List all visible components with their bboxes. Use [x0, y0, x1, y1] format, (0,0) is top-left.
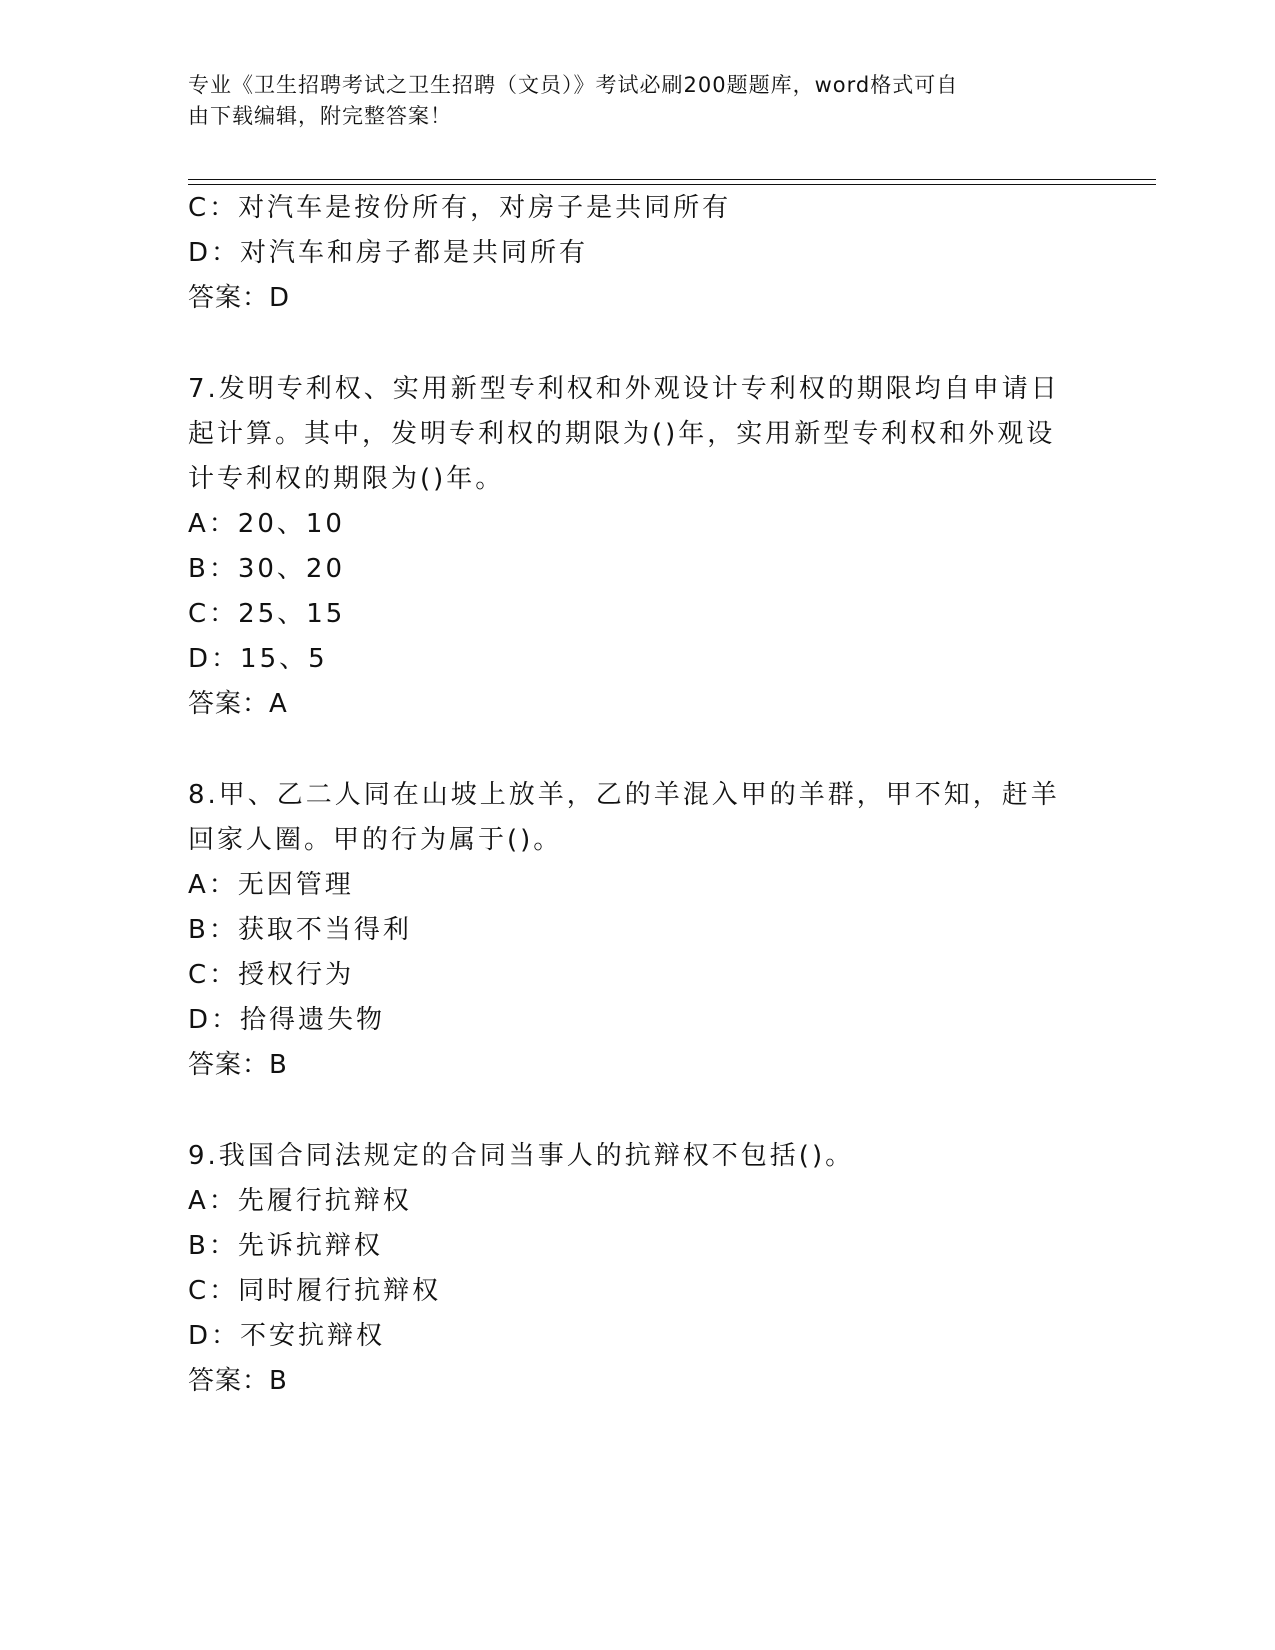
q6-answer: 答案：D — [188, 283, 291, 313]
q9-option-c: C：同时履行抗辩权 — [188, 1276, 442, 1306]
header-divider-top — [188, 179, 1156, 180]
header-line-1: 专业《卫生招聘考试之卫生招聘（文员）》考试必刷200题题库，word格式可自 — [188, 73, 959, 97]
q7-option-a: A：20、10 — [188, 509, 345, 539]
q6-option-c: C：对汽车是按份所有，对房子是共同所有 — [188, 193, 732, 223]
q7-stem-line-1: 7.发明专利权、实用新型专利权和外观设计专利权的期限均自申请日 — [188, 374, 1060, 404]
document-header — [188, 70, 1068, 132]
q9-option-d: D：不安抗辩权 — [188, 1321, 386, 1351]
q8-stem-line-2: 回家人圈。甲的行为属于()。 — [188, 825, 563, 855]
q7-option-c: C：25、15 — [188, 599, 346, 629]
q8-option-a: A：无因管理 — [188, 870, 354, 900]
q7-stem-line-3: 计专利权的期限为()年。 — [188, 464, 505, 494]
q7-option-b: B：30、20 — [188, 554, 346, 584]
q6-option-d: D：对汽车和房子都是共同所有 — [188, 238, 589, 268]
q8-option-b: B：获取不当得利 — [188, 915, 412, 945]
header-divider-bottom — [188, 184, 1156, 185]
q8-option-c: C：授权行为 — [188, 960, 355, 990]
q9-answer: 答案：B — [188, 1366, 288, 1396]
header-line-2: 由下载编辑，附完整答案！ — [188, 104, 452, 128]
q7-answer: 答案：A — [188, 689, 288, 719]
q9-option-a: A：先履行抗辩权 — [188, 1186, 412, 1216]
q8-answer: 答案：B — [188, 1050, 288, 1080]
q9-stem-line-1: 9.我国合同法规定的合同当事人的抗辩权不包括()。 — [188, 1141, 855, 1171]
q8-stem-line-1: 8.甲、乙二人同在山坡上放羊，乙的羊混入甲的羊群，甲不知，赶羊 — [188, 780, 1060, 810]
q9-option-b: B：先诉抗辩权 — [188, 1231, 383, 1261]
q7-stem-line-2: 起计算。其中，发明专利权的期限为()年，实用新型专利权和外观设 — [188, 419, 1056, 449]
q7-option-d: D：15、5 — [188, 644, 328, 674]
q8-option-d: D：拾得遗失物 — [188, 1005, 386, 1035]
